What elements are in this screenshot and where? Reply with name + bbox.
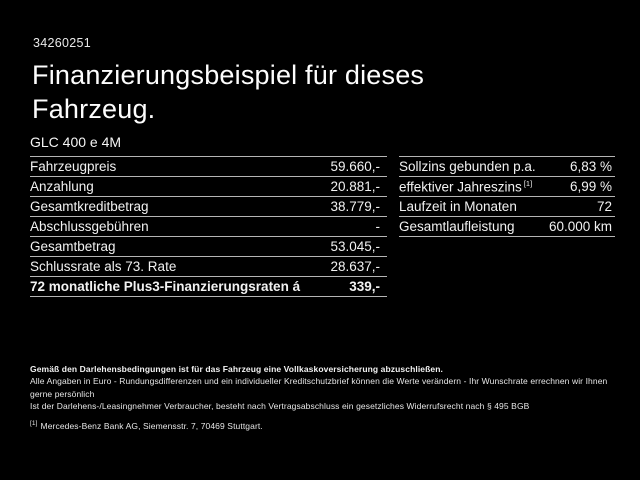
footnote-insurance: Gemäß den Darlehensbedingungen ist für das Fahrzeug eine Vollkaskoversicherung abzuschließen. bbox=[30, 364, 443, 374]
footnote-bank bbox=[30, 418, 620, 432]
row-value: 53.045,- bbox=[330, 239, 380, 254]
row-label: Gesamtlaufleistung bbox=[399, 219, 515, 234]
conditions-table bbox=[399, 156, 615, 237]
row-label: effektiver Jahreszins [1] bbox=[399, 178, 533, 195]
finance-table bbox=[30, 156, 387, 297]
row-value: 59.660,- bbox=[330, 159, 380, 174]
document-id: 34260251 bbox=[33, 36, 92, 50]
row-label: Laufzeit in Monaten bbox=[399, 199, 517, 214]
row-label: Gesamtkreditbetrag bbox=[30, 199, 149, 214]
table-row bbox=[30, 156, 387, 176]
table-row bbox=[30, 256, 387, 276]
row-value: 72 bbox=[596, 199, 612, 214]
footnote-marker: [1] bbox=[30, 419, 38, 427]
page-title-line2: Fahrzeug. bbox=[32, 94, 156, 124]
row-label: Anzahlung bbox=[30, 179, 94, 194]
vehicle-model: GLC 400 e 4M bbox=[30, 134, 122, 150]
row-value: 6,83 % bbox=[569, 159, 612, 174]
row-value: 38.779,- bbox=[330, 199, 380, 214]
table-row bbox=[30, 176, 387, 196]
table-row bbox=[30, 196, 387, 216]
page-title-line1: Finanzierungsbeispiel für dieses bbox=[32, 60, 425, 90]
row-value: 60.000 km bbox=[548, 219, 612, 234]
table-row bbox=[399, 196, 615, 216]
row-label: 72 monatliche Plus3-Finanzierungsraten á bbox=[30, 279, 301, 294]
row-label: Sollzins gebunden p.a. bbox=[399, 159, 536, 174]
table-row bbox=[30, 216, 387, 236]
table-row bbox=[399, 216, 615, 236]
legal-footnotes bbox=[30, 363, 620, 432]
row-value: 20.881,- bbox=[330, 179, 380, 194]
footnote-euro-disclaimer: Alle Angaben in Euro - Rundungsdifferenzen und ein individueller Kreditschutzbrief können die Werte verändern - Ihr Wunschrate errechnen wir Ihnen gerne persönlich bbox=[30, 376, 608, 399]
row-label: Fahrzeugpreis bbox=[30, 159, 117, 174]
row-value: 6,99 % bbox=[569, 179, 612, 194]
page-title bbox=[32, 58, 424, 126]
row-value: - bbox=[375, 219, 380, 234]
footnote-withdrawal-right: Ist der Darlehens-/Leasingnehmer Verbraucher, besteht nach Vertragsabschluss ein gesetzliches Widerrufsrecht nach § 495 BGB bbox=[30, 401, 530, 412]
row-label: Abschlussgebühren bbox=[30, 219, 149, 234]
row-label: Gesamtbetrag bbox=[30, 239, 116, 254]
footnote-marker: [1] bbox=[523, 178, 533, 188]
bank-address: Mercedes-Benz Bank AG, Siemensstr. 7, 70469 Stuttgart. bbox=[40, 420, 263, 431]
table-row bbox=[30, 276, 387, 296]
table-row bbox=[399, 176, 615, 196]
table-row bbox=[30, 236, 387, 256]
row-value: 28.637,- bbox=[330, 259, 380, 274]
row-label: Schlussrate als 73. Rate bbox=[30, 259, 177, 274]
row-value: 339,- bbox=[349, 279, 380, 294]
table-row bbox=[399, 156, 615, 176]
